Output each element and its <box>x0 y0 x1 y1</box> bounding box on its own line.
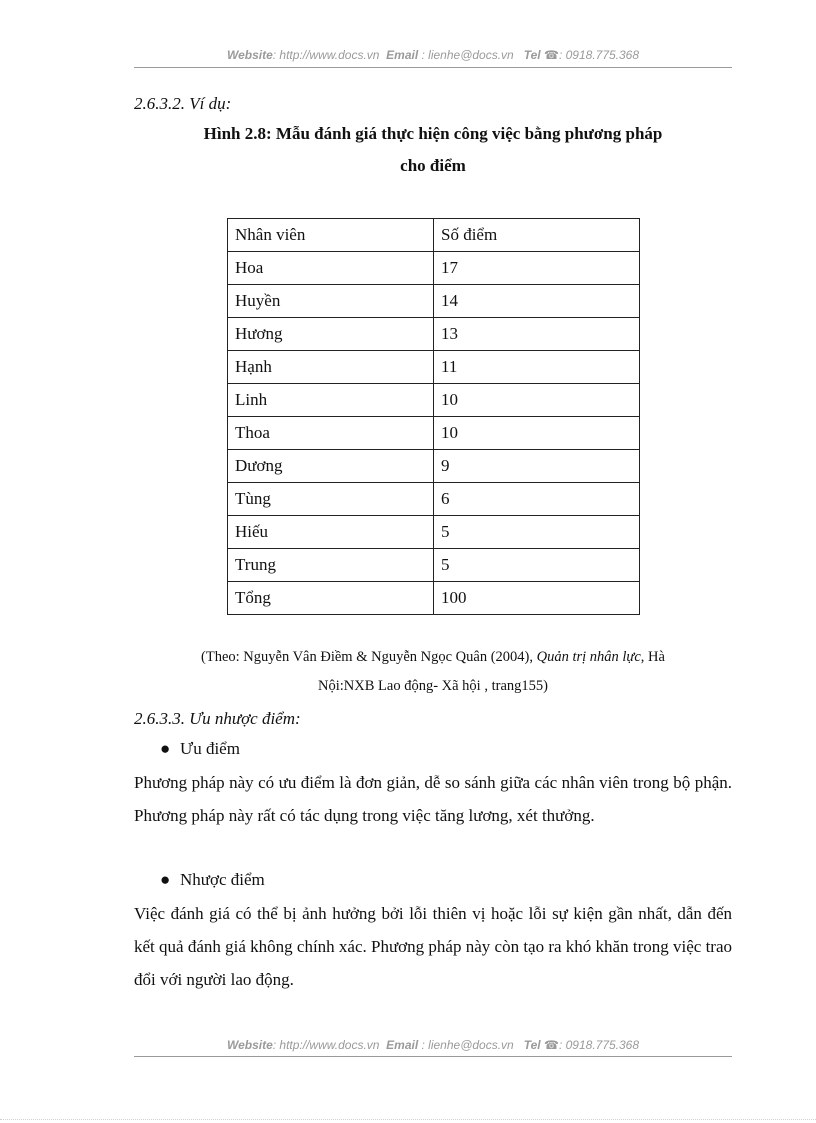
table-row <box>228 450 640 483</box>
table-row <box>228 516 640 549</box>
employee-name: Huyền <box>228 285 434 318</box>
employee-score: 5 <box>434 549 640 582</box>
phone-icon: ☎ <box>544 1038 559 1052</box>
table-row <box>228 285 640 318</box>
page-bottom-divider <box>0 1119 816 1120</box>
employee-name: Thoa <box>228 417 434 450</box>
cons-paragraph: Việc đánh giá có thể bị ảnh hưởng bởi lỗi thiên vị hoặc lỗi sự kiện gần nhất, dẫn đến kết quả đánh giá không chính xác. Phương pháp này còn tạo ra khó khăn trong việc trao đổi với người lao động. <box>134 904 732 989</box>
figure-title-line1: Hình 2.8: Mẫu đánh giá thực hiện công việc bằng phương pháp <box>203 124 663 143</box>
table-row <box>228 384 640 417</box>
total-label: Tổng <box>228 582 434 615</box>
phone-icon: ☎ <box>544 48 559 62</box>
footer-tel-label: Tel <box>523 1038 541 1052</box>
employee-score: 10 <box>434 417 640 450</box>
figure-title <box>134 118 732 182</box>
page-footer <box>134 1038 732 1052</box>
column-header-score: Số điểm <box>434 219 640 252</box>
bullet-pros-label: Ưu điểm <box>180 739 240 758</box>
footer-website-link[interactable]: : http://www.docs.vn <box>272 1038 380 1052</box>
page-header <box>134 48 732 62</box>
total-score: 100 <box>434 582 640 615</box>
footer-email-link[interactable]: : lienhe@docs.vn <box>421 1038 514 1052</box>
pros-paragraph: Phương pháp này có ưu điểm là đơn giản, dễ so sánh giữa các nhân viên trong bộ phận. Phương pháp này rất có tác dụng trong việc tăng lương, xét thưởng. <box>134 773 732 825</box>
employee-name: Dương <box>228 450 434 483</box>
source-line2: Nội:NXB Lao động- Xã hội , trang155) <box>318 678 548 694</box>
table-row <box>228 318 640 351</box>
header-website-link[interactable]: : http://www.docs.vn <box>272 48 380 62</box>
table-header-row <box>228 219 640 252</box>
employee-name: Hương <box>228 318 434 351</box>
employee-name: Linh <box>228 384 434 417</box>
footer-website-label: Website <box>226 1038 273 1052</box>
bullet-cons-label: Nhược điểm <box>180 870 265 889</box>
header-website-label: Website <box>226 48 273 62</box>
employee-score: 9 <box>434 450 640 483</box>
section-heading-pros-cons: 2.6.3.3. Ưu nhược điểm: <box>134 709 301 728</box>
footer-tel-value: : 0918.775.368 <box>558 1038 640 1052</box>
source-book-title: Quản trị nhân lực <box>536 649 641 665</box>
employee-name: Hạnh <box>228 351 434 384</box>
employee-score: 6 <box>434 483 640 516</box>
table-total-row <box>228 582 640 615</box>
table-row <box>228 252 640 285</box>
bullet-cons <box>160 870 265 890</box>
footer-rule <box>134 1056 732 1057</box>
employee-name: Hoa <box>228 252 434 285</box>
table-row <box>228 549 640 582</box>
bullet-icon: ● <box>160 739 171 758</box>
employee-name: Trung <box>228 549 434 582</box>
header-tel-value: : 0918.775.368 <box>558 48 640 62</box>
header-email-label: Email <box>386 48 419 62</box>
employee-score: 5 <box>434 516 640 549</box>
footer-email-label: Email <box>386 1038 419 1052</box>
section-heading-example: 2.6.3.2. Ví dụ: <box>134 94 232 113</box>
employee-score: 13 <box>434 318 640 351</box>
employee-name: Tùng <box>228 483 434 516</box>
column-header-employee: Nhân viên <box>228 219 434 252</box>
header-tel-label: Tel <box>523 48 541 62</box>
employee-score: 14 <box>434 285 640 318</box>
source-citation <box>134 643 732 701</box>
table-row <box>228 483 640 516</box>
employee-score: 17 <box>434 252 640 285</box>
employee-score: 10 <box>434 384 640 417</box>
table-row <box>228 417 640 450</box>
table-row <box>228 351 640 384</box>
score-table <box>227 218 640 615</box>
figure-title-line2: cho điểm <box>400 156 466 175</box>
header-rule <box>134 67 732 68</box>
header-email-link[interactable]: : lienhe@docs.vn <box>421 48 514 62</box>
bullet-pros <box>160 739 240 759</box>
source-line1: (Theo: Nguyễn Vân Điềm & Nguyễn Ngọc Quân (2004), Quản trị nhân lực, Hà <box>201 649 665 665</box>
employee-name: Hiếu <box>228 516 434 549</box>
bullet-icon: ● <box>160 870 171 889</box>
employee-score: 11 <box>434 351 640 384</box>
